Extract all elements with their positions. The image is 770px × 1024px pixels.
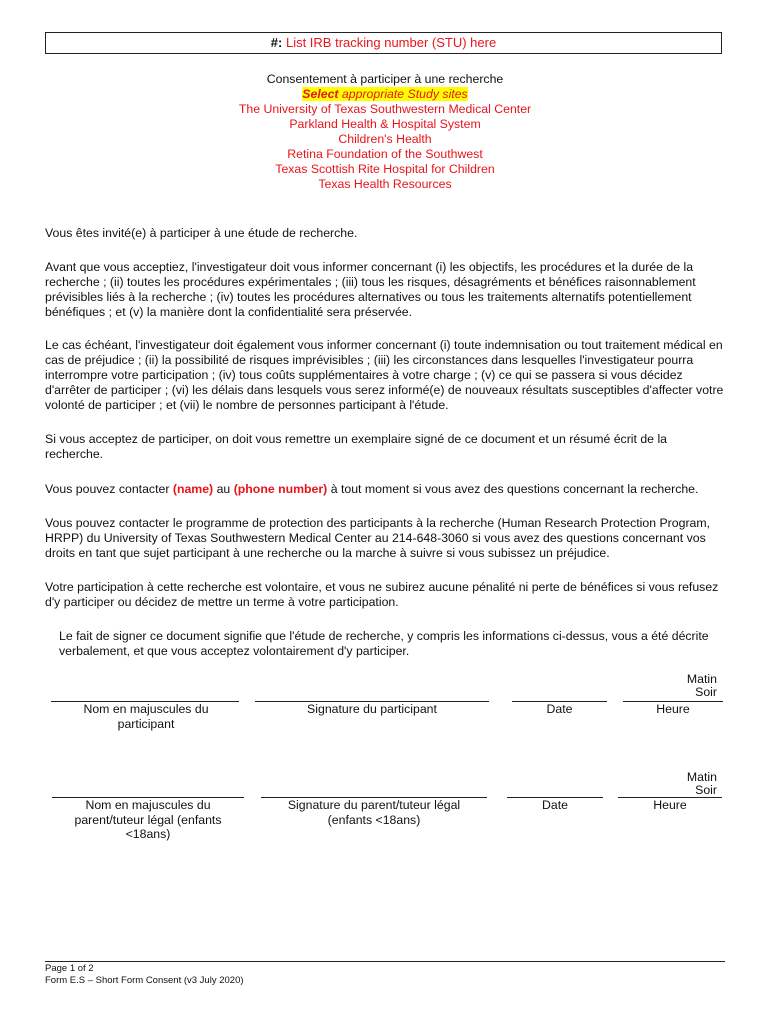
page-number: Page 1 of 2 (45, 963, 94, 974)
participant-signature-label: Signature du participant (307, 702, 437, 716)
study-sites-instruction: Select appropriate Study sites (302, 87, 468, 101)
site-texas-health: Texas Health Resources (318, 177, 452, 191)
footer-divider (45, 961, 725, 962)
guardian-time-label: Heure (653, 798, 687, 812)
site-scottish-rite: Texas Scottish Rite Hospital for Children (275, 162, 495, 176)
paragraph-copy: Si vous acceptez de participer, on doit vous remettre un exemplaire signé de ce document et un résumé écrit de la recherche. (45, 432, 668, 461)
participant-name-label: Nom en majuscules du participant (83, 702, 209, 731)
participant-time-label: Heure (656, 702, 690, 716)
guardian-time-option-matin: Matin (686, 770, 717, 784)
irb-placeholder-text: List IRB tracking number (STU) here (285, 35, 497, 50)
guardian-time-option-soir: Soir (695, 783, 717, 797)
paragraph-contact-investigator: Vous pouvez contacter (name) au (phone number) à tout moment si vous avez des questions concernant la recherche. (45, 482, 699, 496)
investigator-name-placeholder: (name) (172, 482, 214, 496)
paragraph-voluntary: Votre participation à cette recherche est volontaire, et vous ne subirez aucune pénalité ni perte de bénéfices si vous refusez d'y participer ou décidez de mettre un terme à votre participation. (45, 580, 719, 609)
document-header (0, 72, 770, 192)
phone-number-placeholder: (phone number) (233, 482, 328, 496)
paragraph-hrpp: Vous pouvez contacter le programme de protection des participants à la recherche (Human Research Protection Program, HRPP) du University of Texas Southwestern Medical Center au 214-648-3060 si vous avez des questions concernant vos droits en tant que sujet participant à une recherche ou la marche à suivre si vous subissez un préjudice. (45, 516, 711, 560)
form-version: Form E.S – Short Form Consent (v3 July 2020) (45, 975, 244, 986)
site-childrens: Children's Health (338, 132, 432, 146)
document-title: Consentement à participer à une recherche (266, 72, 504, 86)
guardian-date-label: Date (542, 798, 568, 812)
time-option-soir: Soir (695, 685, 717, 699)
irb-tracking-box (45, 32, 722, 54)
paragraph-info-optional: Le cas échéant, l'investigateur doit également vous informer concernant (i) toute indemnisation ou tout traitement médical en cas de préjudice ; (ii) la possibilité de risques imprévisibles ; (iii) les circonstances dans lesquelles l'investigateur pourra interrompre votre participation ; (iv) tous coûts supplémentaires à votre charge ; (v) ce qui se passera si vous décidez d'arrêter de participer ; (vi) les délais dans lesquels vous serez informé(e) de nouveaux résultats susceptibles d'affecter votre volonté de participer ; et (vii) le nombre de personnes participant à l'étude. (45, 338, 724, 412)
time-option-matin: Matin (686, 672, 717, 686)
irb-prefix: #: (270, 35, 283, 50)
paragraph-info-required: Avant que vous acceptiez, l'investigateur doit vous informer concernant (i) les objectifs, les procédures et la durée de la recherche ; (ii) toutes les procédures expérimentales ; (iii) tous les risques, désagréments et bénéfices raisonnablement prévisibles liés à la recherche ; (iv) toutes les procédures alternatives ou tous les traitements alternatifs potentiellement bénéfiques ; et (v) la manière dont la confidentialité sera préservée. (45, 260, 696, 319)
site-parkland: Parkland Health & Hospital System (289, 117, 481, 131)
paragraph-invitation: Vous êtes invité(e) à participer à une étude de recherche. (45, 226, 358, 240)
participant-date-label: Date (546, 702, 573, 716)
paragraph-signing: Le fait de signer ce document signifie que l'étude de recherche, y compris les informations ci-dessus, vous a été décrite verbalement, et que vous acceptez volontairement d'y participer. (59, 629, 709, 658)
site-utsw: The University of Texas Southwestern Medical Center (238, 102, 532, 116)
site-retina: Retina Foundation of the Southwest (287, 147, 483, 161)
guardian-name-label: Nom en majuscules du parent/tuteur légal (enfants <18ans) (74, 798, 222, 841)
guardian-signature-label: Signature du parent/tuteur légal (enfants <18ans) (287, 798, 461, 827)
page-footer (45, 963, 244, 987)
